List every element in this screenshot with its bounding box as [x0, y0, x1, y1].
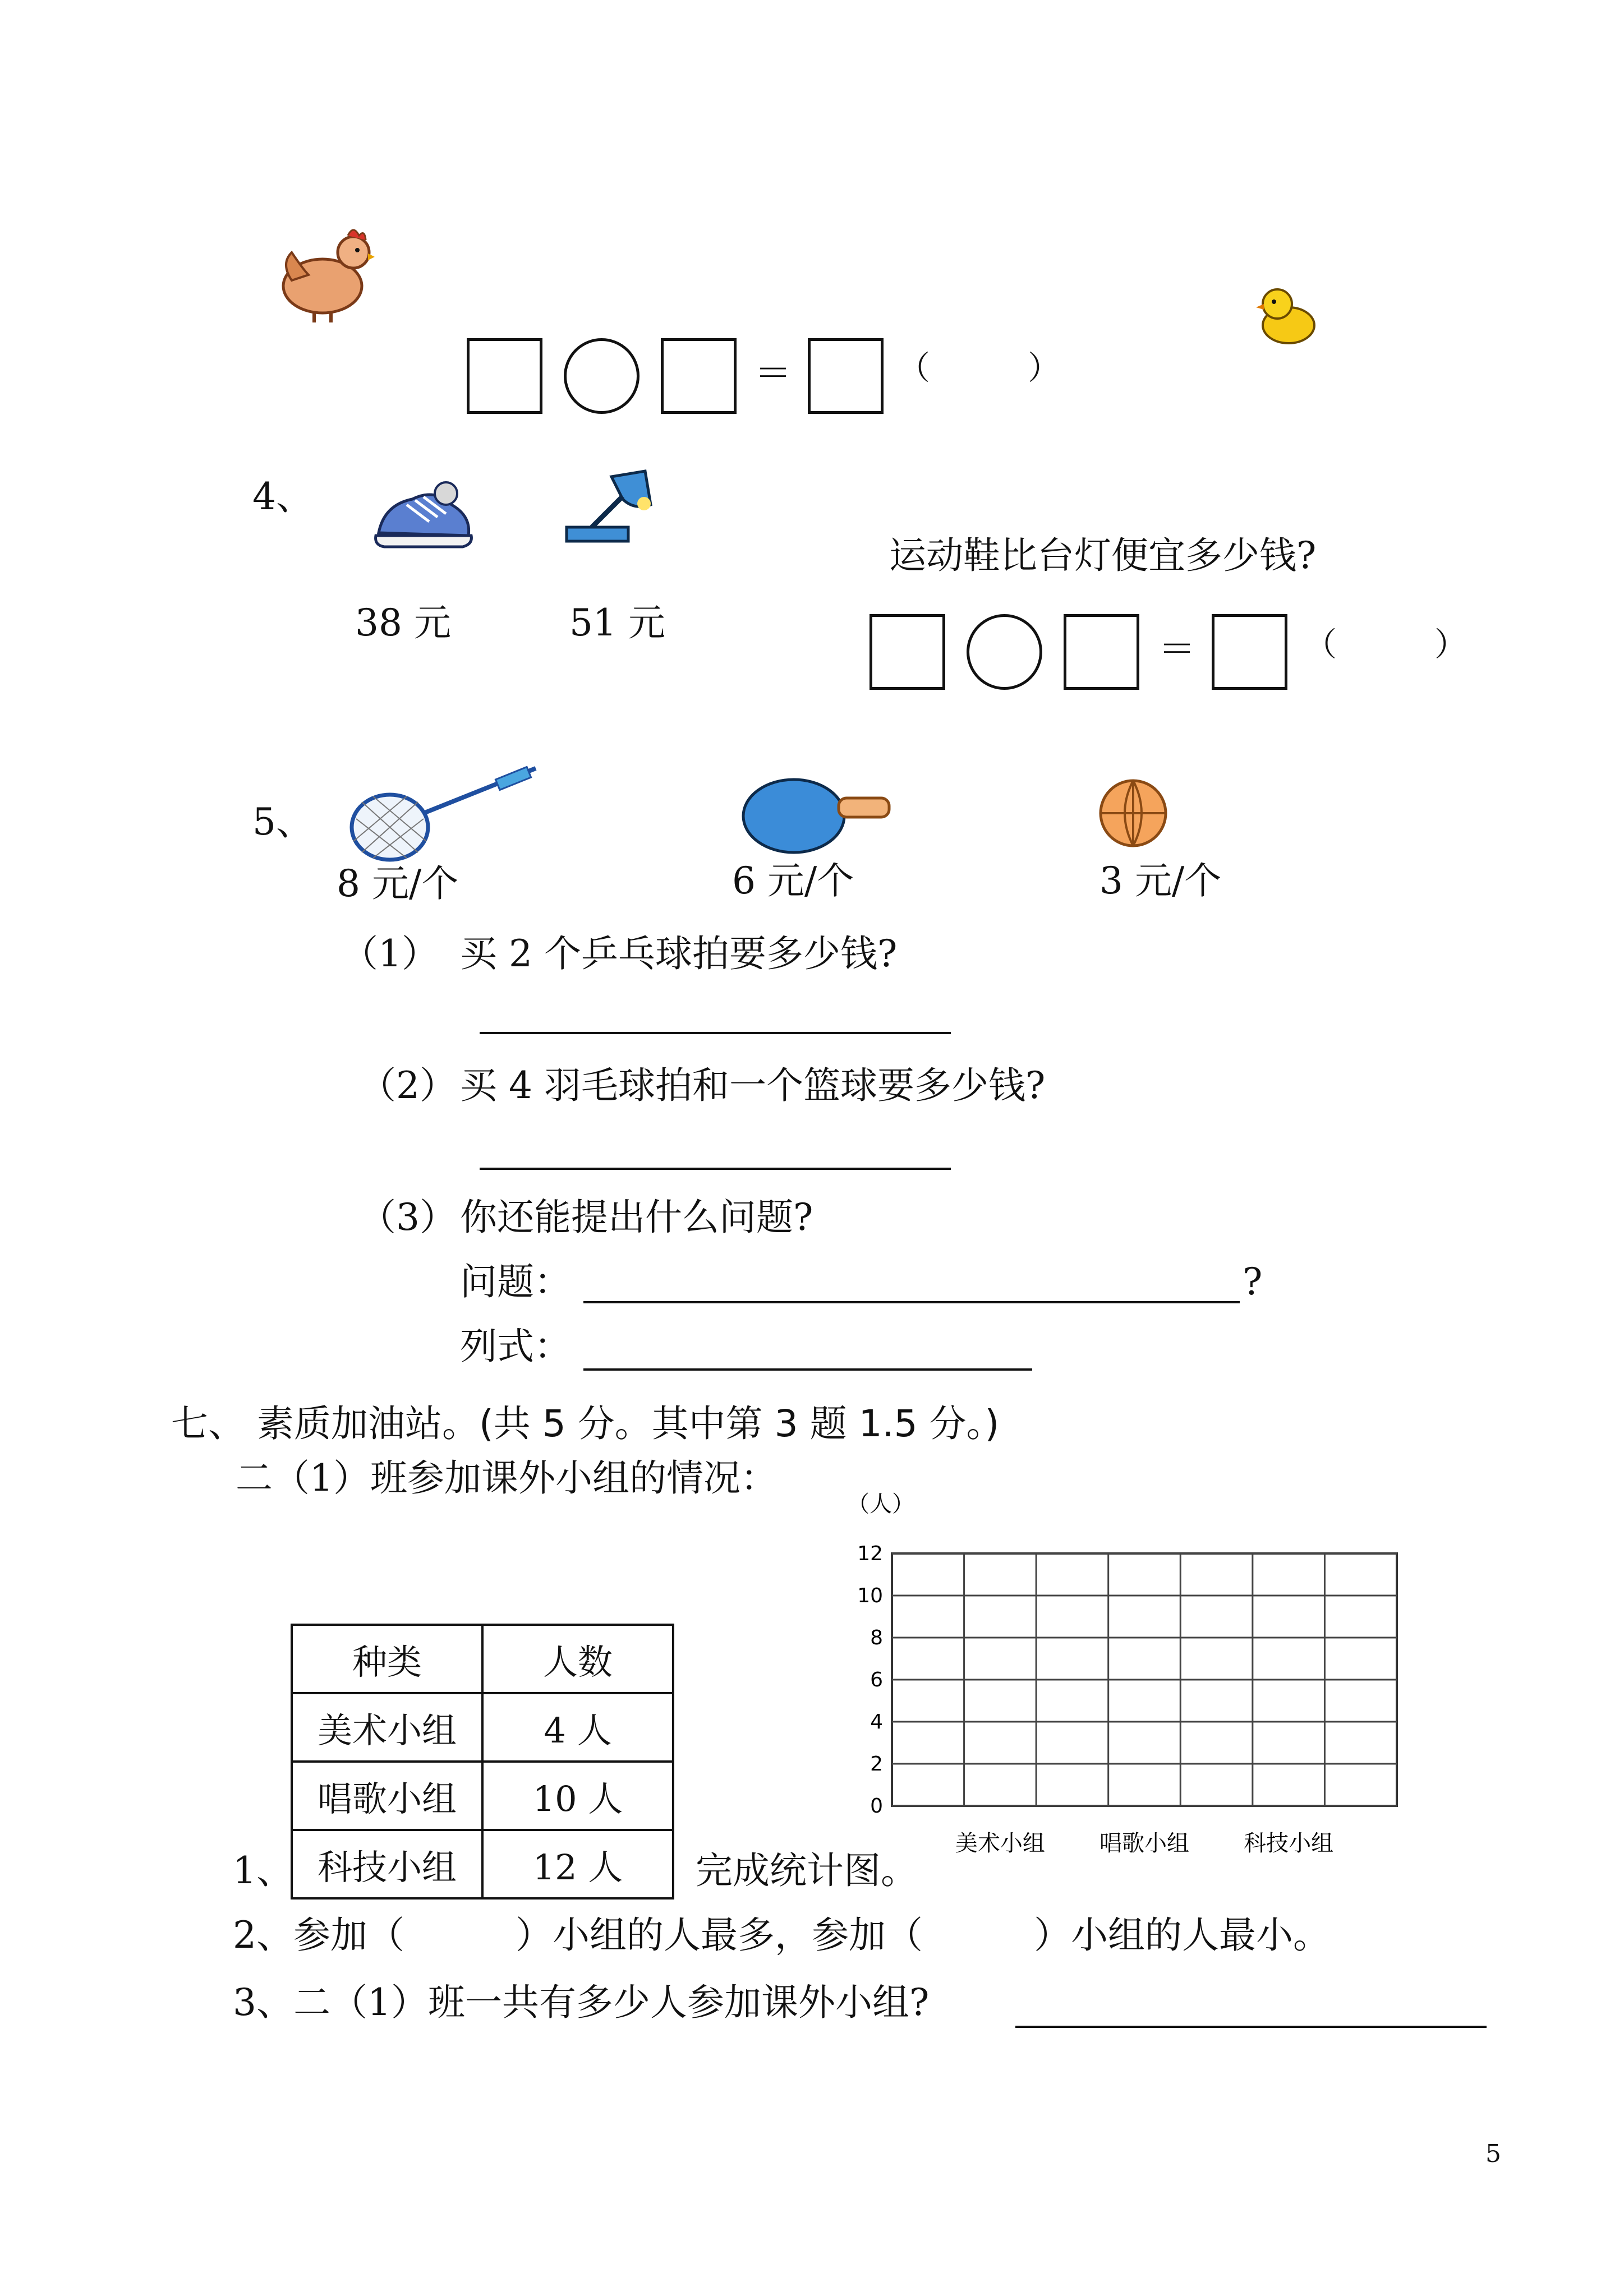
table-header-row [292, 1625, 673, 1693]
equals-sign: ＝ [755, 352, 792, 395]
item-1-number: 1、 [233, 1849, 293, 1892]
ball-icon [1094, 777, 1172, 850]
chart-y-tick-label: 6 [870, 1668, 883, 1691]
section-7-heading: 七、 素质加油站。(共 5 分。其中第 3 题 1.5 分。) [171, 1402, 1000, 1445]
question-4-text: 运动鞋比台灯便宜多少钱? [889, 534, 1317, 577]
chart-y-tick-label: 0 [870, 1795, 883, 1818]
table-cell: 10 人 [482, 1762, 673, 1830]
chart-categories [955, 1831, 1333, 1856]
question-5-number: 5、 [252, 800, 313, 843]
q4-unit-blank[interactable]: （ ） [1304, 625, 1467, 663]
question-label: 问题： [460, 1260, 571, 1303]
chick-icon [1254, 280, 1324, 348]
chart-y-ticks [857, 1542, 883, 1818]
table-cell: 美术小组 [292, 1693, 482, 1762]
table-cell: 12 人 [482, 1830, 673, 1898]
bar-chart[interactable] [836, 1486, 1425, 1873]
stats-table [291, 1624, 674, 1899]
q4-answer-box-2[interactable] [1064, 614, 1139, 690]
chart-y-tick-label: 10 [857, 1584, 883, 1607]
item-3-answer-line[interactable] [1015, 2026, 1487, 2028]
shoes-price: 38 元 [355, 601, 451, 644]
table-row [292, 1693, 673, 1762]
chart-grid [892, 1553, 1397, 1806]
chart-category-label: 唱歌小组 [1099, 1831, 1189, 1856]
question-answer-line[interactable] [583, 1301, 1240, 1303]
item-1-text: 完成统计图。 [696, 1849, 918, 1892]
table-header-cell: 人数 [482, 1625, 673, 1693]
question-mark: ? [1243, 1260, 1263, 1303]
answer-box-1[interactable] [467, 338, 542, 414]
sub-question-2-answer-line[interactable] [480, 1168, 951, 1170]
answer-box-result[interactable] [808, 338, 884, 414]
chart-y-tick-label: 12 [857, 1542, 883, 1565]
chart-y-tick-label: 8 [870, 1626, 883, 1649]
sub-question-1-answer-line[interactable] [480, 1032, 951, 1034]
racket-price: 8 元/个 [337, 862, 459, 905]
sub-question-1-number: （1） [341, 932, 439, 975]
q4-equals-sign: ＝ [1158, 628, 1195, 671]
formula-label: 列式： [460, 1325, 571, 1368]
chart-category-label: 科技小组 [1244, 1831, 1334, 1856]
pingpong-paddle-icon [740, 771, 892, 855]
badminton-racket-icon [345, 763, 541, 869]
chart-y-axis-label: （人） [847, 1491, 914, 1517]
ball-price: 3 元/个 [1099, 859, 1222, 902]
item-2-text: 2、参加（ ）小组的人最多，参加（ ）小组的人最小。 [233, 1914, 1330, 1957]
table-cell: 唱歌小组 [292, 1762, 482, 1830]
item-3-text: 3、二（1）班一共有多少人参加课外小组? [233, 1981, 930, 2024]
question-4-number: 4、 [252, 475, 313, 518]
chart-category-label: 美术小组 [955, 1831, 1045, 1856]
unit-blank[interactable]: （ ） [898, 349, 1061, 387]
pingpong-price: 6 元/个 [732, 859, 854, 902]
sub-question-1-text: 买 2 个乒乓球拍要多少钱? [460, 932, 898, 975]
table-header-cell: 种类 [292, 1625, 482, 1693]
operator-circle[interactable] [564, 338, 640, 414]
hen-icon [269, 219, 376, 325]
table-cell: 4 人 [482, 1693, 673, 1762]
sneaker-icon [367, 471, 480, 555]
table-row [292, 1830, 673, 1898]
chart-y-tick-label: 2 [870, 1753, 883, 1776]
q4-answer-box-result[interactable] [1212, 614, 1287, 690]
table-cell: 科技小组 [292, 1830, 482, 1898]
sub-question-2-text: 买 4 羽毛球拍和一个篮球要多少钱? [460, 1064, 1046, 1107]
section-7-intro: 二（1）班参加课外小组的情况： [236, 1456, 778, 1500]
formula-answer-line[interactable] [583, 1368, 1032, 1371]
sub-question-3-number: （3） [359, 1196, 457, 1239]
chart-y-tick-label: 4 [870, 1711, 883, 1733]
table-row [292, 1762, 673, 1830]
q4-operator-circle[interactable] [967, 614, 1042, 690]
sub-question-3-text: 你还能提出什么问题? [460, 1196, 813, 1239]
q4-answer-box-1[interactable] [869, 614, 945, 690]
desk-lamp-icon [561, 465, 656, 550]
sub-question-2-number: （2） [359, 1064, 457, 1107]
answer-box-2[interactable] [661, 338, 737, 414]
page-number: 5 [1485, 2140, 1501, 2168]
lamp-price: 51 元 [569, 601, 665, 644]
